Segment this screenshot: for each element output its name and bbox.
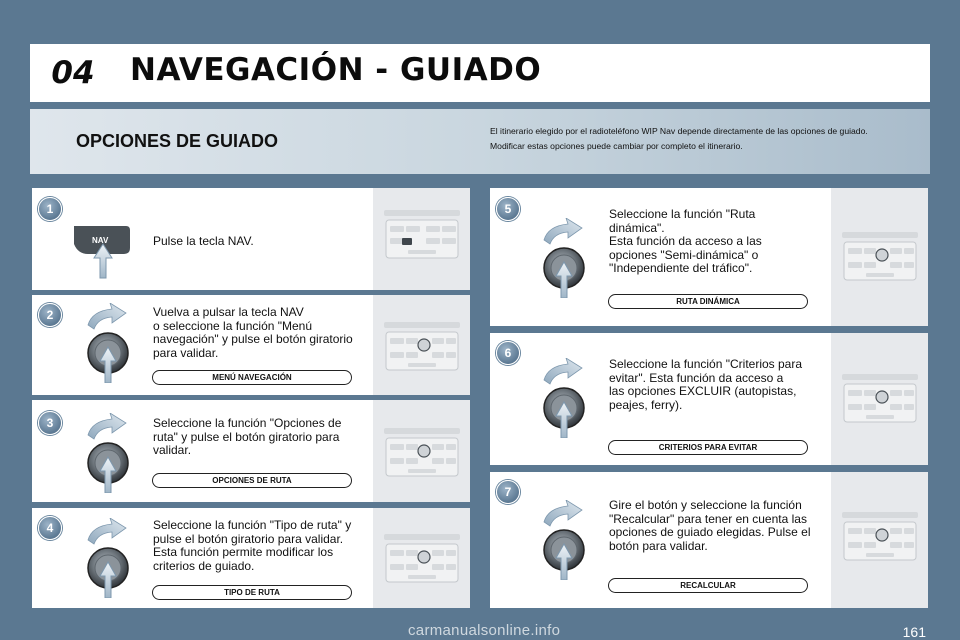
step-text-6: [609, 358, 829, 412]
step-5-line-3: Esta función da acceso a las: [609, 234, 762, 248]
watermark: carmanualsonline.info: [408, 622, 561, 639]
rotate-arrow-icon: [88, 303, 126, 329]
intro-note-line-2: Modificar estas opciones puede cambiar por completo el itinerario.: [490, 141, 743, 151]
step-text-4: [153, 519, 378, 573]
step-2-line-3: navegación" y pulse el botón giratorio: [153, 332, 353, 346]
rotate-arrow-icon: [544, 218, 582, 244]
knob-icon: [538, 500, 594, 580]
step-5-line-5: "Independiente del tráfico".: [609, 261, 753, 275]
step-7-line-4: botón para validar.: [609, 538, 708, 553]
step-1-line-1: Pulse la tecla NAV.: [153, 234, 254, 248]
step-4-line-1: Seleccione la función "Tipo de ruta" y: [153, 518, 352, 532]
step-6-line-3: las opciones EXCLUIR (autopistas,: [609, 384, 797, 398]
step-text-2: [153, 306, 373, 360]
step-label-7: RECALCULAR: [608, 578, 808, 593]
step-4-line-4: criterios de guiado.: [153, 558, 255, 573]
control-panel-icon: [840, 228, 920, 288]
step-badge-6: 6: [496, 341, 520, 365]
step-6-line-1: Seleccione la función "Criterios para: [609, 357, 803, 371]
step-5-line-2: dinámica".: [609, 220, 665, 235]
rotate-arrow-icon: [88, 518, 126, 544]
step-badge-2: 2: [38, 303, 62, 327]
step-text-7: [609, 499, 831, 553]
step-label-4: TIPO DE RUTA: [152, 585, 352, 600]
step-7-line-3: opciones de guiado elegidas. Pulse el: [609, 525, 811, 539]
rotate-arrow-icon: [544, 358, 582, 384]
section-number: 04: [51, 55, 95, 91]
step-label-3: OPCIONES DE RUTA: [152, 473, 352, 488]
rotate-arrow-icon: [88, 413, 126, 439]
control-panel-icon: [840, 370, 920, 430]
step-6-line-4: peajes, ferry).: [609, 397, 683, 412]
nav-key-icon: [70, 220, 140, 280]
intro-note: [490, 124, 920, 154]
step-badge-5: 5: [496, 197, 520, 221]
control-panel-icon: [382, 530, 462, 590]
control-panel-icon: [382, 424, 462, 484]
knob-icon: [82, 518, 138, 598]
page-title: NAVEGACIÓN - GUIADO: [130, 52, 542, 88]
step-7-line-2: "Recalcular" para tener en cuenta las: [609, 511, 807, 526]
step-badge-4: 4: [38, 516, 62, 540]
section-subtitle: OPCIONES DE GUIADO: [76, 131, 279, 151]
knob-icon: [82, 303, 138, 383]
step-3-line-1: Seleccione la función "Opciones de: [153, 416, 342, 430]
step-badge-1: 1: [38, 197, 62, 221]
step-6-line-2: evitar". Esta función da acceso a: [609, 370, 784, 385]
rotate-arrow-icon: [544, 500, 582, 526]
step-text-1: [153, 235, 368, 249]
page-number: 161: [902, 624, 926, 640]
step-label-5: RUTA DINÁMICA: [608, 294, 808, 309]
step-2-line-1: Vuelva a pulsar la tecla NAV: [153, 305, 304, 319]
step-2-line-2: o seleccione la función "Menú: [153, 318, 313, 333]
step-badge-7: 7: [496, 480, 520, 504]
step-3-line-2: ruta" y pulse el botón giratorio para: [153, 429, 340, 444]
step-5-line-4: opciones "Semi-dinámica" o: [609, 247, 759, 262]
control-panel-icon: [382, 204, 462, 264]
step-3-line-3: validar.: [153, 443, 192, 457]
step-text-3: [153, 417, 373, 458]
step-4-line-3: Esta función permite modificar los: [153, 545, 334, 559]
knob-icon: [538, 358, 594, 438]
step-4-line-2: pulse el botón giratorio para validar.: [153, 531, 344, 546]
step-5-line-1: Seleccione la función "Ruta: [609, 207, 756, 221]
knob-icon: [538, 218, 594, 298]
knob-icon: [82, 413, 138, 493]
step-text-5: [609, 208, 824, 276]
step-label-2: MENÚ NAVEGACIÓN: [152, 370, 352, 385]
step-label-6: CRITERIOS PARA EVITAR: [608, 440, 808, 455]
step-7-line-1: Gire el botón y seleccione la función: [609, 498, 802, 512]
control-panel-icon: [382, 318, 462, 378]
intro-note-line-1: El itinerario elegido por el radioteléfono WIP Nav depende directamente de las opciones de guiado.: [490, 126, 868, 136]
control-panel-icon: [840, 508, 920, 568]
nav-key-label: NAV: [92, 236, 109, 245]
step-badge-3: 3: [38, 411, 62, 435]
step-2-line-4: para validar.: [153, 345, 219, 360]
